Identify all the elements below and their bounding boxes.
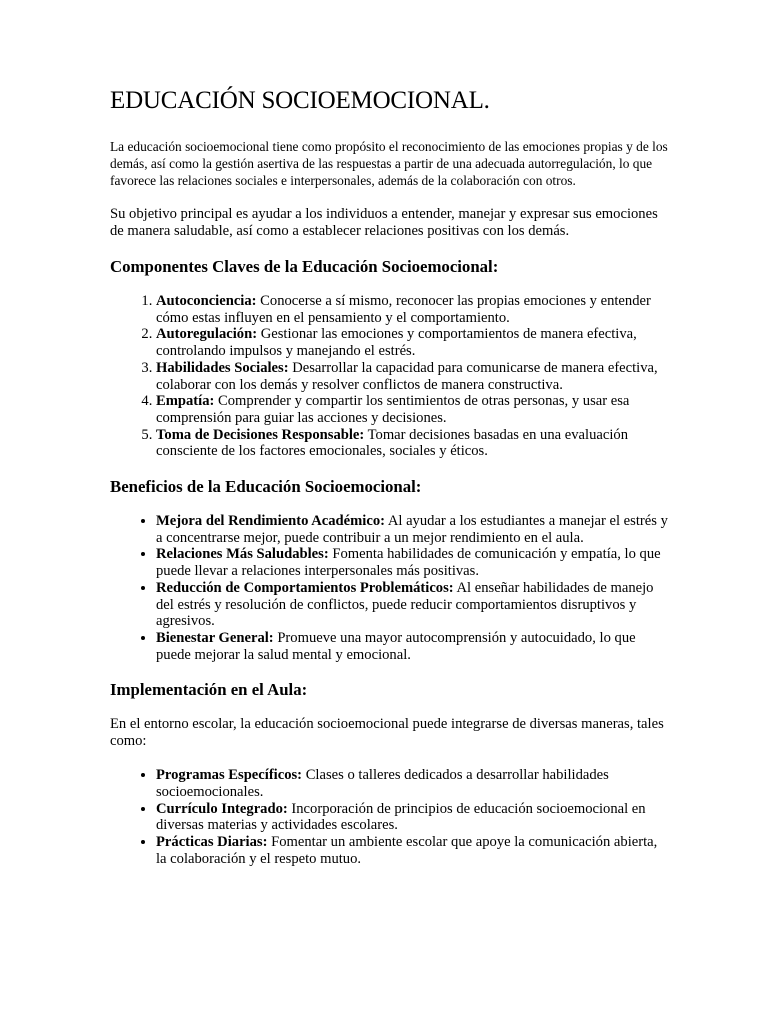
item-text: Fomentar un ambiente escolar que apoye la comunicación abierta, la colaboración y el respeto mutuo.: [156, 834, 658, 867]
implementation-heading: Implementación en el Aula:: [110, 680, 308, 700]
item-term: Programas Específicos:: [156, 767, 303, 784]
implementation-list: [110, 767, 668, 867]
item-text: Al ayudar a los estudiantes a manejar el estrés y a concentrarse mejor, puede contribuir a un mejor rendimiento en el aula.: [156, 513, 668, 546]
item-term: Prácticas Diarias:: [156, 834, 268, 851]
list-item: [156, 834, 668, 867]
item-text: Incorporación de principios de educación socioemocional en diversas materias y actividades escolares.: [156, 800, 646, 834]
item-text: Clases o talleres dedicados a desarrollar habilidades socioemocionales.: [156, 767, 609, 801]
list-item: [156, 801, 668, 834]
list-item: [156, 293, 668, 326]
item-term: Mejora del Rendimiento Académico:: [156, 513, 385, 530]
list-item: [156, 427, 668, 460]
list-item: [156, 767, 668, 800]
intro-paragraph: La educación socioemocional tiene como propósito el reconocimiento de las emociones propias y de los demás, así como la gestión asertiva de las respuestas a partir de una adecuada autorregulación, lo que favorece las relaciones sociales e interpersonales, además de la colaboración con otros.: [110, 139, 668, 188]
item-text: Comprender y compartir los sentimientos de otras personas, y usar esa comprensión para guiar las acciones y decisiones.: [156, 393, 630, 426]
item-term: Habilidades Sociales:: [156, 359, 289, 376]
item-term: Bienestar General:: [156, 629, 274, 646]
benefits-list: [110, 513, 668, 663]
components-heading: Componentes Claves de la Educación Socioemocional:: [110, 257, 499, 276]
item-text: Desarrollar la capacidad para comunicarse de manera efectiva, colaborar con los demás y resolver conflictos de manera constructiva.: [156, 359, 658, 393]
item-term: Currículo Integrado:: [156, 800, 288, 817]
item-text: Conocerse a sí mismo, reconocer las propias emociones y entender cómo estas influyen en el pensamiento y el comportamiento.: [156, 293, 651, 326]
list-item: [156, 630, 668, 663]
item-text: Gestionar las emociones y comportamientos de manera efectiva, controlando impulsos y manejando el estrés.: [156, 326, 637, 360]
list-item: [156, 546, 668, 579]
objective-paragraph: Su objetivo principal es ayudar a los individuos a entender, manejar y expresar sus emociones de manera saludable, así como a establecer relaciones positivas con los demás.: [110, 206, 658, 239]
item-text: Tomar decisiones basadas en una evaluación consciente de los factores emocionales, sociales y éticos.: [156, 426, 628, 460]
implementation-intro: En el entorno escolar, la educación socioemocional puede integrarse de diversas maneras, tales como:: [110, 716, 664, 750]
document-title: EDUCACIÓN SOCIOEMOCIONAL.: [110, 87, 490, 114]
list-item: [156, 393, 668, 426]
list-item: [156, 326, 668, 359]
benefits-heading: Beneficios de la Educación Socioemocional:: [110, 477, 422, 497]
list-item: [156, 580, 668, 630]
list-item: [156, 513, 668, 546]
item-text: Promueve una mayor autocomprensión y autocuidado, lo que puede mejorar la salud mental y emocional.: [156, 629, 636, 663]
item-text: Fomenta habilidades de comunicación y empatía, lo que puede llevar a relaciones interpersonales más positivas.: [156, 546, 661, 580]
list-item: [156, 360, 668, 393]
item-text: Al enseñar habilidades de manejo del estrés y resolución de conflictos, puede reducir comportamientos disruptivos y agresivos.: [156, 579, 654, 630]
item-term: Empatía:: [156, 393, 215, 410]
components-list: [110, 293, 668, 460]
item-term: Reducción de Comportamientos Problemáticos:: [156, 579, 454, 596]
item-term: Autoconciencia:: [156, 293, 257, 309]
item-term: Autoregulación:: [156, 326, 258, 343]
item-term: Toma de Decisiones Responsable:: [156, 426, 365, 443]
item-term: Relaciones Más Saludables:: [156, 546, 329, 563]
